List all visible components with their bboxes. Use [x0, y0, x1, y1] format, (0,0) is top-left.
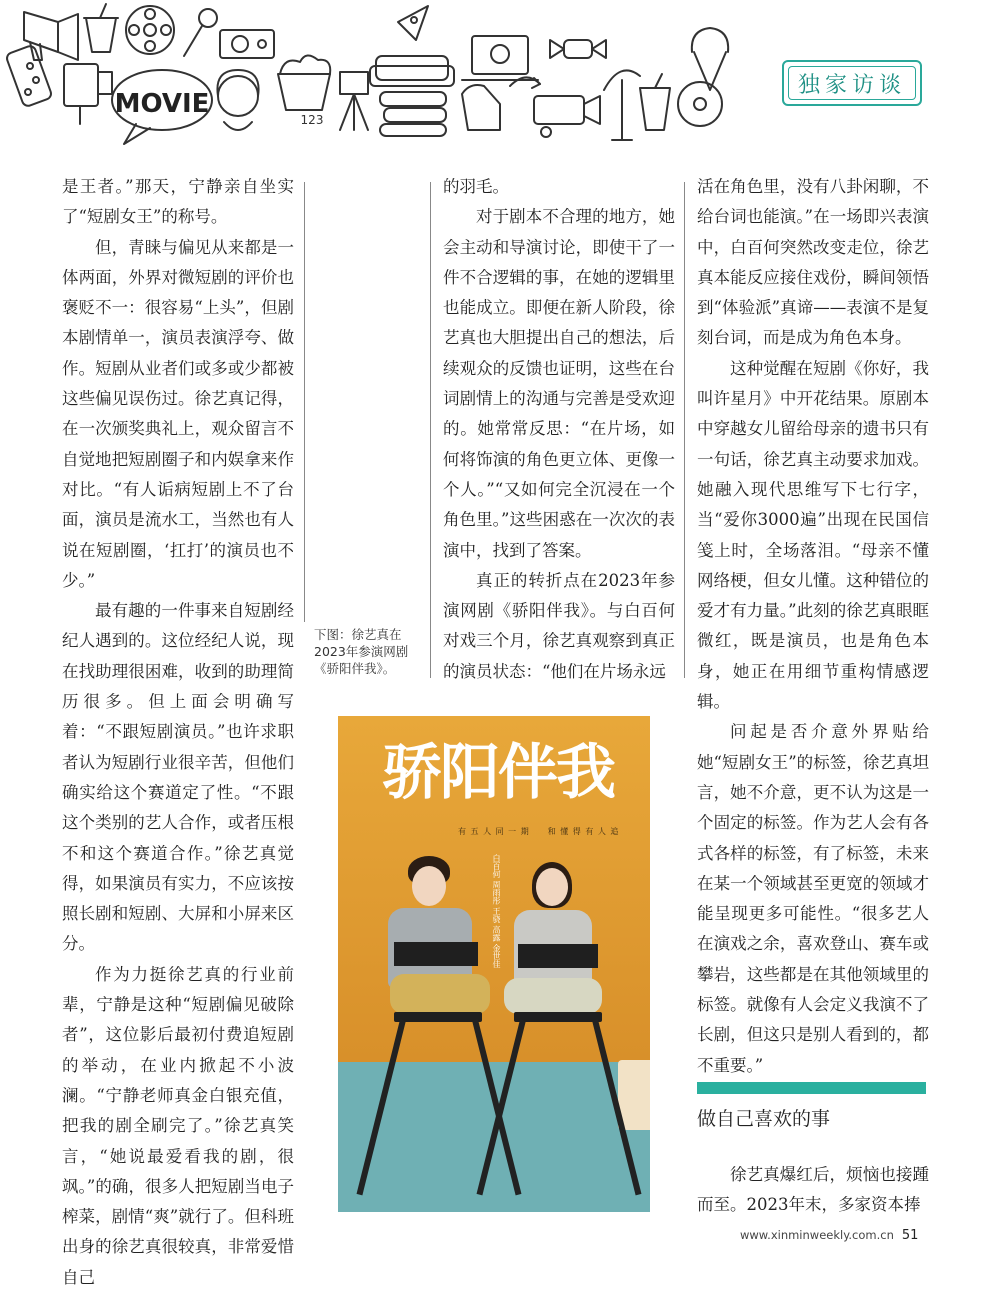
article-column-4 — [697, 1160, 929, 1221]
paragraph: 但，青睐与偏见从来都是一体两面，外界对微短剧的评价也褒贬不一：很容易“上头”，但剧本剧情单一，演员表演浮夸、做作。短剧从业者们或多或少都被这些偏见误伤过。徐艺真记得，在一次颁奖典礼上，观众留言不自觉地把短剧圈子和内娱拿来作对比。“有人诟病短剧上不了台面，演员是流水工，当然也有人说在短剧圈，‘扛打’的演员也不少。” — [62, 237, 294, 590]
section-badge-label: 独家访谈 — [797, 72, 906, 98]
paragraph: 活在角色里，没有八卦闲聊，不给台词也能演。”在一场即兴表演中，白百何突然改变走位，徐艺真本能反应接住戏份，瞬间领悟到“体验派”真谛——表演不是复刻台词，而是成为角色本身。 — [697, 177, 929, 348]
article-column-2 — [443, 172, 675, 687]
film-reel-icon — [126, 6, 174, 54]
soda-cup-icon — [640, 74, 670, 130]
paragraph: 的羽毛。 — [443, 177, 509, 196]
website-url: www.xinminweekly.com.cn — [740, 1228, 894, 1242]
paragraph: 作为力挺徐艺真的行业前辈，宁静是这种“短剧偏见破除者”，这位影后最初付费追短剧的举动，在业内掀起不小波澜。“宁静老师真金白银充值，把我的剧全刷完了。”徐艺真笑言，“她说最爱看我的剧，很飒。”的确，很多人把短剧当电子榨菜，剧情“爽”就行了。但科班出身的徐艺真很较真，非常爱惜自己 — [62, 964, 294, 1287]
article-column-1 — [62, 172, 294, 1293]
paragraph: 真正的转折点在2023年参演网剧《骄阳伴我》。与白百何对戏三个月，徐艺真观察到真正的演员状态：“他们在片场永远 — [443, 570, 675, 681]
candy-icon — [550, 40, 606, 58]
drama-poster-photo — [338, 716, 650, 1212]
studio-umbrella-light-icon — [604, 70, 640, 140]
projector-icon — [220, 30, 274, 58]
paragraph: 是王者。”那天，宁静亲自坐实了“短剧女王”的称号。 — [62, 177, 294, 227]
ice-cream-icon — [692, 28, 728, 90]
sofa-icon — [370, 56, 454, 86]
disc-icon — [678, 82, 722, 126]
megaphone-icon — [24, 12, 78, 60]
page-footer — [740, 1228, 918, 1243]
popcorn-bucket-icon — [278, 55, 330, 110]
microphone-icon — [184, 9, 217, 56]
section-heading-bar — [697, 1082, 926, 1094]
photo-caption: 下图：徐艺真在2023年参演网剧《骄阳伴我》。 — [314, 627, 409, 676]
poster-tagline: 有 五 人 同 一 期 和 懂 得 有 人 追 — [458, 827, 620, 836]
remote-control-icon — [5, 45, 52, 108]
stage-lamp-icon — [340, 72, 368, 130]
section-badge — [782, 60, 922, 106]
movie-label: MOVIE — [114, 89, 210, 119]
poster-cast-list: 白百何 周雨彤 王骁 高露 金世佳 — [492, 854, 501, 969]
paragraph: 这种觉醒在短剧《你好，我叫许星月》中开花结果。原剧本中穿越女儿留给母亲的遗书只有一句话，徐艺真主动要求加戏。她融入现代思维写下七行字，当“爱你3000遍”出现在民国信笺上时，全场落泪。“母亲不懂网络梗，但女儿懂。这种错位的爱才有力量。”此刻的徐艺真眼眶微红，既是演员，也是角色本身，她正在用细节重构情感逻辑。 — [697, 358, 929, 712]
paragraph: 最有趣的一件事来自短剧经纪人遇到的。这位经纪人说，现在找助理很困难，收到的助理简历很多。但上面会明确写着：“不跟短剧演员。”也许求职者认为短剧行业很辛苦，但他们确实给这个赛道定了性。“不跟这个类别的艺人合作，或者压根不和这个赛道合作。”徐艺真觉得，如果演员有实力，不应该按照长剧和短剧、大屏和小屏来区分。 — [62, 601, 294, 954]
counter-label: 123 — [300, 113, 324, 127]
drink-cup-icon — [84, 4, 118, 52]
pizza-slice-icon — [398, 6, 428, 40]
column-divider — [430, 182, 431, 678]
article-column-3 — [697, 172, 929, 1081]
paragraph: 对于剧本不合理的地方，她会主动和导演讨论，即使干了一件不合逻辑的事，在她的逻辑里也能成立。即便在新人阶段，徐艺真也大胆提出自己的想法，后续观众的反馈也证明，这些在台词剧情上的沟通与完善是受欢迎的。她常常反思：“在片场，如何将饰演的角色更立体、更像一个人。”“又如何完全沉浸在一个角色里。”这些困惑在一次次的表演中，找到了答案。 — [443, 207, 675, 560]
video-camera-icon — [534, 96, 600, 137]
woman-sketch-icon — [217, 70, 258, 130]
column-divider — [684, 182, 685, 678]
poster-title: 骄阳伴我 — [382, 738, 614, 808]
section-heading: 做自己喜欢的事 — [697, 1108, 831, 1130]
pillow-stack-icon — [380, 92, 446, 136]
film-camera-icon — [64, 64, 112, 124]
paragraph: 徐艺真爆红后，烦恼也接踵而至。2023年末，多家资本捧 — [697, 1165, 929, 1215]
recliner-chair-icon — [462, 85, 500, 130]
laptop-icon — [462, 36, 538, 80]
column-divider — [304, 182, 305, 622]
paragraph: 问起是否介意外界贴给她“短剧女王”的标签，徐艺真坦言，她不介意，更不认为这是一个固定的标签。作为艺人会有各式各样的标签，有了标签，未来在某一个领域甚至更宽的领域才能呈现更多可能性。“很多艺人在演戏之余，喜欢登山、赛车或攀岩，这些都是在其他领域里的标签。就像有人会定义我演不了长剧，但这只是别人看到的，都不重要。” — [697, 722, 929, 1075]
page-number: 51 — [901, 1228, 919, 1243]
